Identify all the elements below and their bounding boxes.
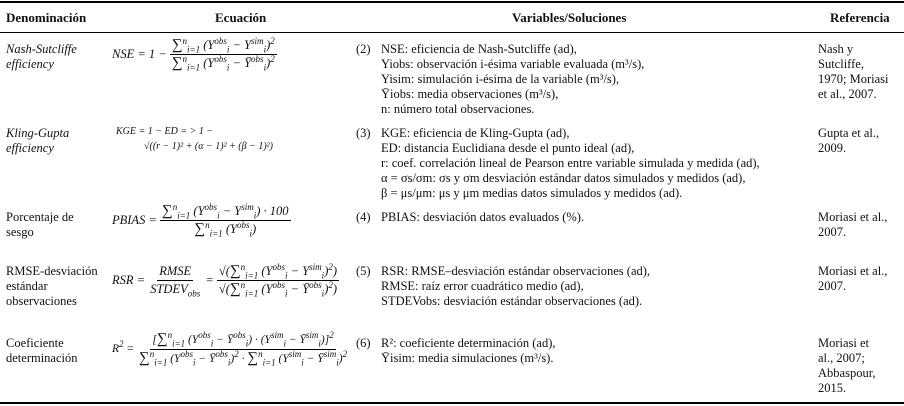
equation-r2: $R^2$ = $\frac{[\sum^n_{i=1} (Y^{obs}_i - Ȳ^{obs}_i) \cdot (Y^{sim}_i - Ȳ^{sim}_i)]^2}{\sum^n_{i=1} (Y^{obs}_i - Ȳ^{obs}_i)^2 \cdot \sum^n_{i=1} (Y^{sim}_i - Ȳ^{sim}_i)^2}$ [112,330,348,368]
variables-list: NSE: eficiencia de Nash-Sutcliffe (ad), Yiobs: observación i-ésima variable evaluada (m³/s), Yisim: simulación i-ésima de la variable (m³/s), Ȳiobs: media observaciones (m³/s), n: número total observaciones. [381,42,645,116]
reference: Moriasi et al., 2007. [818,264,888,293]
reference: Moriasi et al., 2007; Abbaspour, 2015. [818,336,876,395]
header-denominacion: Denominación [6,10,87,25]
header-variables: Variables/Soluciones [512,10,627,25]
row-name: RMSE-desviación estándar observaciones [6,264,98,308]
equation-number: (4) [356,210,371,224]
header-referencia: Referencia [830,10,890,25]
variables-list: PBIAS: desviación datos evaluados (%). [381,210,585,224]
bottom-rule [0,402,904,404]
reference: Gupta et al., 2009. [818,126,880,155]
row-name: Coeficiente determinación [6,336,78,365]
variables-list: R²: coeficiente determinación (ad), Ȳisim: media simulaciones (m³/s). [381,336,556,365]
header-rule [0,32,904,33]
equation-rsr: RSR = $\frac{\text{RMSE}}{STDEV_{obs}}$ = $\frac{√(\sum^n_{i=1} (Y^{obs}_i - Y^{sim}_i)^2)}{√(\sum^n_{i=1} (Y^{obs}_i - Ȳ^{obs}_i)^2)}$ [112,261,338,299]
equation-number: (3) [356,126,371,140]
equation-number: (6) [356,336,371,350]
equation-number: (2) [356,42,371,56]
equation-pbias: PBIAS = $\frac{\sum^n_{i=1} (Y^{obs}_i - Y^{sim}_i) \cdot 100}{\sum^n_{i=1} (Y^{obs}_i)}$ [112,201,289,239]
reference: Moriasi et al., 2007. [818,210,888,239]
row-name: Nash-Sutcliffe efficiency [6,42,77,71]
row-name: Porcentaje de sesgo [6,210,74,239]
equation-nse: NSE = 1 − $\frac{\sum^n_{i=1} (Y^{obs}_i - Y^{sim}_i)^2}{\sum^n_{i=1} (Y^{obs}_i - Ȳ^{obs}_i)^2}$ [112,35,275,73]
equation-kge: KGE = 1 − ED = > 1 − √((r − 1)² + (α − 1)² + (β − 1)²) [116,126,273,152]
reference: Nash y Sutcliffe, 1970; Moriasi et al., 2007. [818,42,889,101]
variables-list: RSR: RMSE–desviación estándar observaciones (ad), RMSE: raíz error cuadrático medio (ad), STDEVobs: desviación estándar observaciones (ad). [381,264,651,308]
row-name: Kling-Gupta efficiency [6,126,70,155]
equation-number: (5) [356,264,371,278]
variables-list: KGE: eficiencia de Kling-Gupta (ad), ED: distancia Euclidiana desde el punto ideal (ad), r: coef. correlación lineal de Pearson entre variable simulada y medida (ad), α = σs/σm: σs y σm desviación estándar datos simulados y medidos (ad), β = μs/μm: μs y μm medias datos simulados y medidos (ad). [381,126,760,200]
header-ecuacion: Ecuación [215,10,267,25]
top-rule [0,1,904,3]
